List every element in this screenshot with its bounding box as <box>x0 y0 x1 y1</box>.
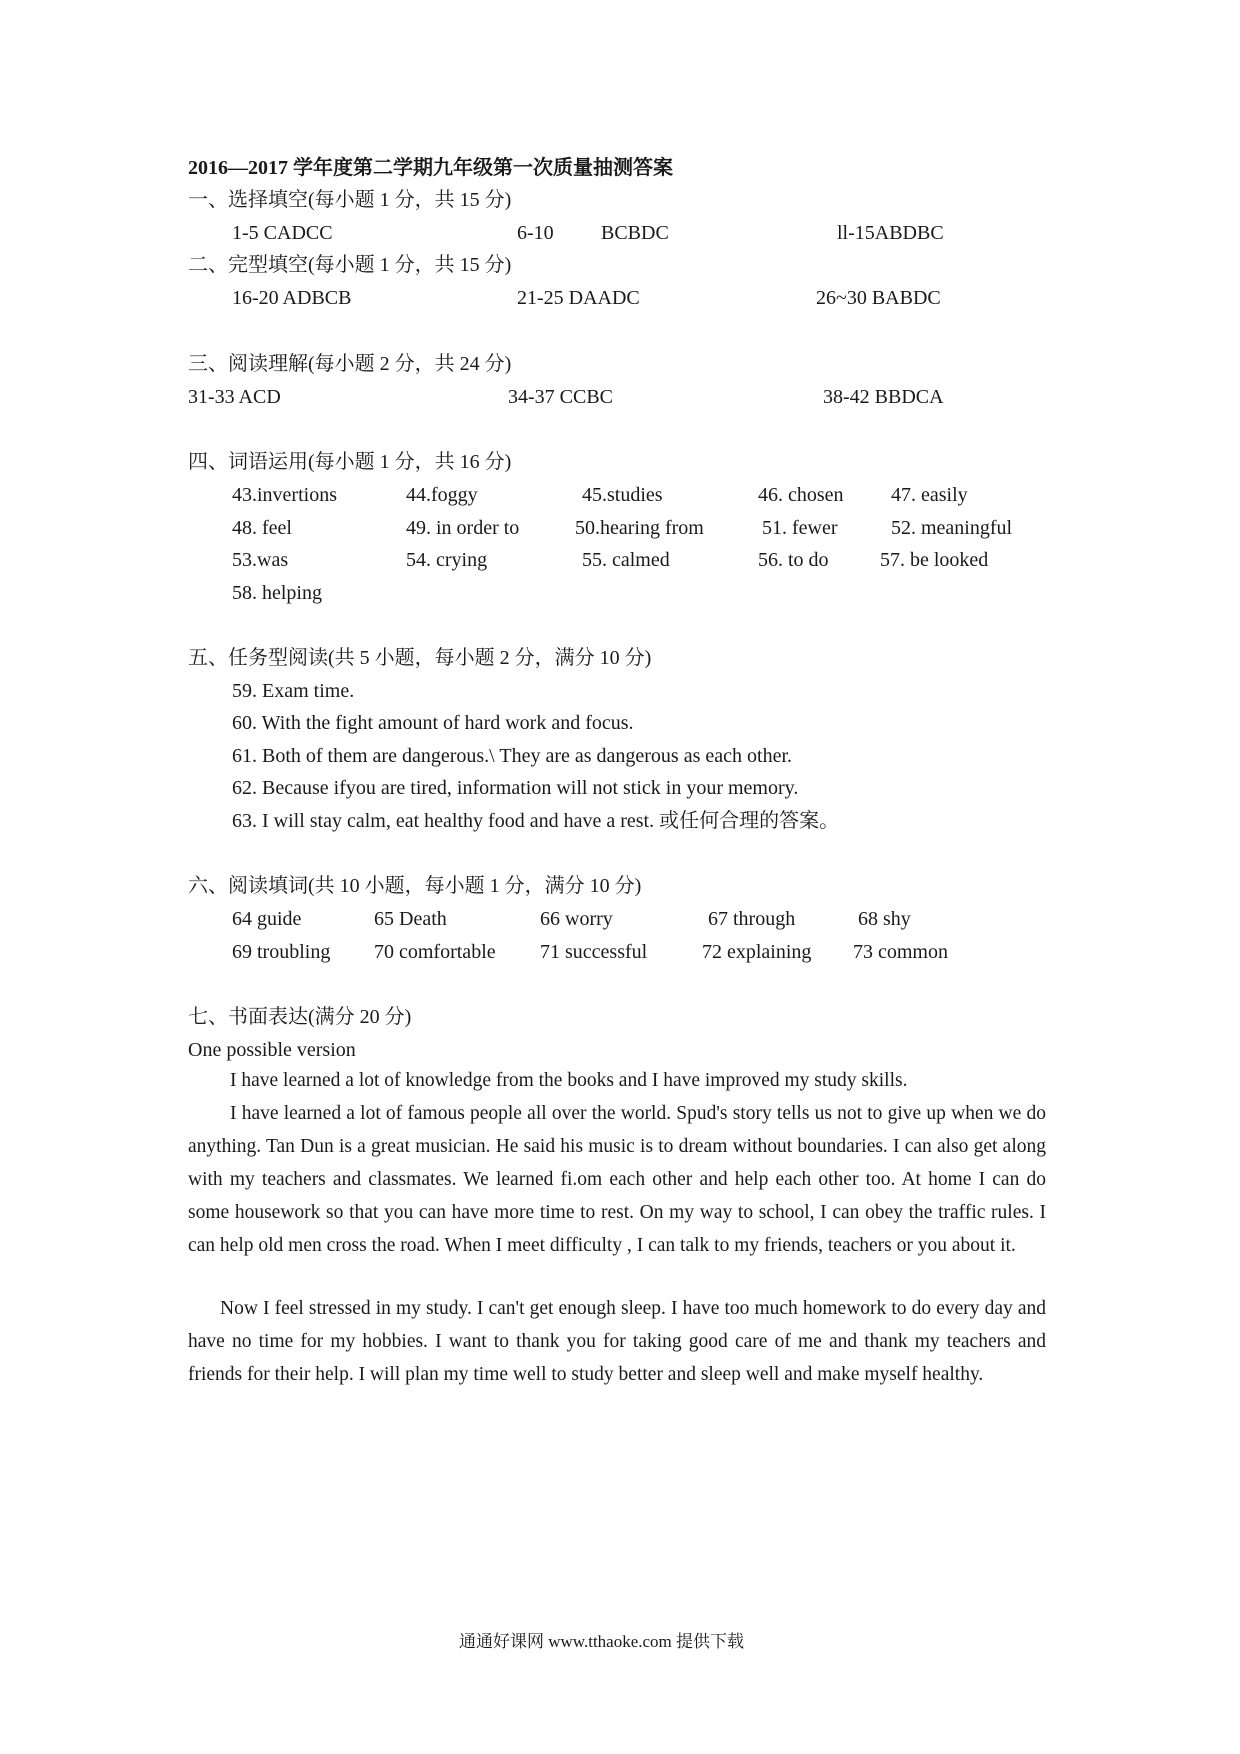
word-answer: 58. helping <box>232 582 322 604</box>
word-answer: 55. calmed <box>582 549 670 571</box>
page-title: 2016—2017 学年度第二学期九年级第一次质量抽测答案 <box>188 157 673 179</box>
section-heading-3: 三、阅读理解(每小题 2 分，共 24 分) <box>188 353 512 375</box>
word-answer: 46. chosen <box>758 484 844 506</box>
task-answer: 61. Both of them are dangerous.\ They are as dangerous as each other. <box>232 745 792 767</box>
fill-answer: 68 shy <box>858 908 911 930</box>
task-answer: 59. Exam time. <box>232 680 355 702</box>
task-answer: 63. I will stay calm, eat healthy food and have a rest. 或任何合理的答案。 <box>232 810 840 832</box>
word-answer: 57. be looked <box>880 549 989 571</box>
word-answer: 49. in order to <box>406 517 520 539</box>
answer-group: 16-20 ADBCB <box>232 287 352 309</box>
section-heading-2: 二、完型填空(每小题 1 分，共 15 分) <box>188 254 512 276</box>
word-answer: 52. meaningful <box>891 517 1013 539</box>
answer-group: 21-25 DAADC <box>517 287 640 309</box>
fill-answer: 70 comfortable <box>374 941 496 963</box>
task-answer: 60. With the fight amount of hard work and focus. <box>232 712 634 734</box>
fill-answer: 71 successful <box>540 941 648 963</box>
essay-paragraph-1: I have learned a lot of knowledge from the books and I have improved my study skills. <box>230 1070 908 1091</box>
task-answer: 62. Because ifyou are tired, information will not stick in your memory. <box>232 777 799 799</box>
fill-answer: 66 worry <box>540 908 613 930</box>
version-label: One possible version <box>188 1039 356 1061</box>
answer-group: 38-42 BBDCA <box>823 386 944 408</box>
answer-group: 31-33 ACD <box>188 386 281 408</box>
essay-paragraph-3: Now I feel stressed in my study. I can't get enough sleep. I have too much homework to do every day and have no time for my hobbies. I want to thank you for taking good care of me and thank my teachers and friends for their help. I will plan my time well to study better and sleep well and make myself healthy. <box>188 1298 1046 1385</box>
answer-group: 34-37 CCBC <box>508 386 614 408</box>
section-heading-6: 六、阅读填词(共 10 小题，每小题 1 分，满分 10 分) <box>188 875 642 897</box>
word-answer: 45.studies <box>582 484 663 506</box>
word-answer: 48. feel <box>232 517 292 539</box>
fill-answer: 69 troubling <box>232 941 331 963</box>
answer-group: 6-10 <box>517 222 554 244</box>
fill-answer: 67 through <box>708 908 796 930</box>
answer-group: 1-5 CADCC <box>232 222 333 244</box>
word-answer: 44.foggy <box>406 484 478 506</box>
word-answer: 53.was <box>232 549 289 571</box>
fill-answer: 64 guide <box>232 908 302 930</box>
footer-credit: 通通好课网 www.tthaoke.com 提供下载 <box>459 1632 745 1651</box>
fill-answer: 73 common <box>853 941 948 963</box>
section-heading-1: 一、选择填空(每小题 1 分，共 15 分) <box>188 189 512 211</box>
fill-answer: 65 Death <box>374 908 447 930</box>
section-heading-5: 五、任务型阅读(共 5 小题，每小题 2 分，满分 10 分) <box>188 647 652 669</box>
answer-group: ll-15ABDBC <box>837 222 944 244</box>
word-answer: 43.invertions <box>232 484 337 506</box>
section-heading-7: 七、书面表达(满分 20 分) <box>188 1006 412 1028</box>
essay-paragraph-2: I have learned a lot of famous people all over the world. Spud's story tells us not to give up when we do anything. Tan Dun is a great musician. He said his music is to dream without boundaries. I can also get along with my teachers and classmates. We learned fi.om each other and help each other too. At home I can do some housework so that you can have more time to rest. On my way to school, I can obey the traffic rules. I can help old men cross the road. When I meet difficulty , I can talk to my friends, teachers or you about it. <box>188 1103 1046 1256</box>
word-answer: 50.hearing from <box>575 517 704 539</box>
word-answer: 51. fewer <box>762 517 838 539</box>
answer-group: BCBDC <box>601 222 669 244</box>
word-answer: 56. to do <box>758 549 829 571</box>
word-answer: 54. crying <box>406 549 488 571</box>
section-heading-4: 四、词语运用(每小题 1 分，共 16 分) <box>188 451 512 473</box>
word-answer: 47. easily <box>891 484 968 506</box>
fill-answer: 72 explaining <box>702 941 812 963</box>
answer-group: 26~30 BABDC <box>816 287 941 309</box>
